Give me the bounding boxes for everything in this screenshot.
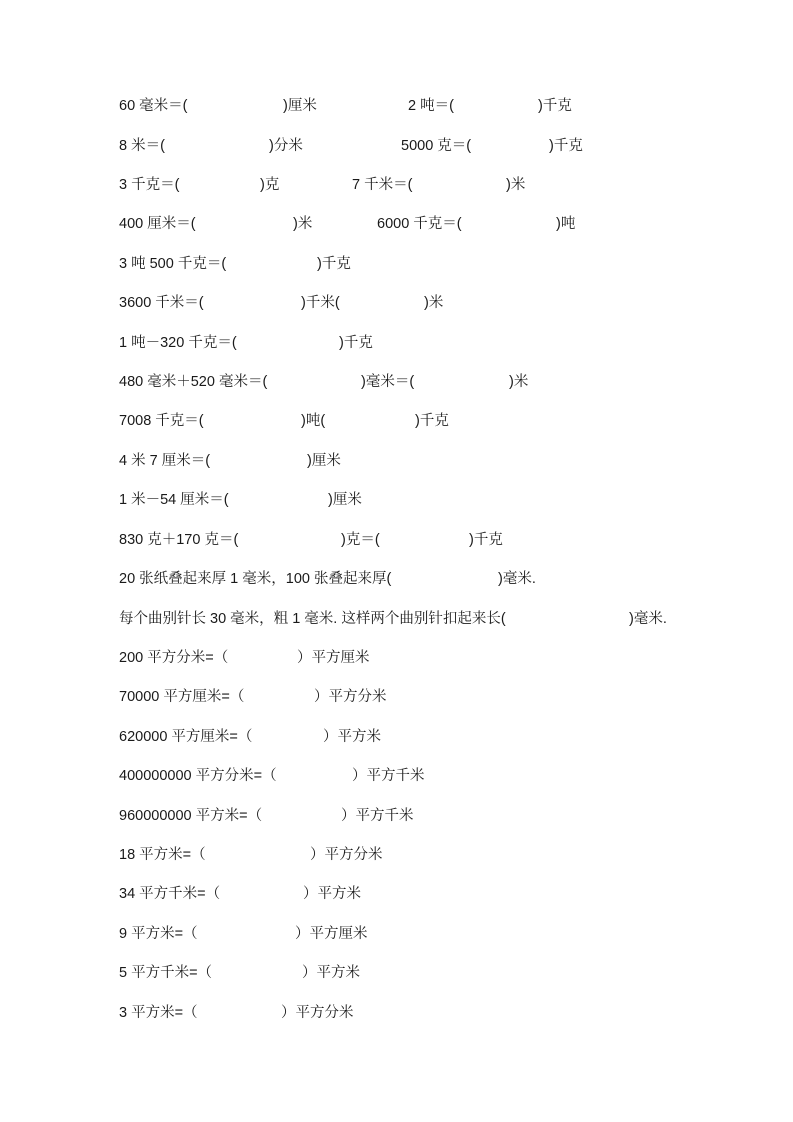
exercise-text-segment: 960000000 平方米=（	[119, 808, 263, 824]
exercise-text-segment: 70000 平方厘米=（	[119, 689, 245, 705]
exercise-text-segment: 3 千克＝(	[119, 177, 180, 193]
exercise-text-segment: )吨(	[301, 413, 326, 429]
exercise-text-segment: ）平方米	[323, 729, 381, 745]
exercise-text-segment: ）平方分米	[314, 689, 387, 705]
exercise-text-segment: )千克	[469, 532, 503, 548]
exercise-text-segment: 2 吨＝(	[408, 98, 454, 114]
exercise-text-segment: )千克	[549, 138, 583, 154]
exercise-text-segment: )分米	[269, 138, 303, 154]
exercise-text-segment: )米	[509, 374, 529, 390]
exercise-text-segment: ）平方米	[302, 965, 360, 981]
exercise-text-segment: 18 平方米=（	[119, 847, 206, 863]
exercise-text-segment: 60 毫米＝(	[119, 98, 188, 114]
exercise-text-segment: )厘米	[283, 98, 317, 114]
exercise-text-segment: ）平方厘米	[297, 650, 370, 666]
exercise-text-segment: 400 厘米＝(	[119, 216, 196, 232]
exercise-text-segment: ）平方分米	[310, 847, 383, 863]
exercise-text-segment: ）平方千米	[352, 768, 425, 784]
exercise-text-segment: )千克	[415, 413, 449, 429]
exercise-text-segment: 830 克＋170 克＝(	[119, 532, 239, 548]
exercise-text-segment: ）平方厘米	[295, 926, 368, 942]
exercise-text-segment: )吨	[556, 216, 576, 232]
exercise-text-segment: 8 米＝(	[119, 138, 165, 154]
exercise-text-segment: 每个曲别针长 30 毫米，粗 1 毫米. 这样两个曲别针扣起来长(	[119, 611, 506, 627]
exercise-text-segment: )米	[424, 295, 444, 311]
exercise-text-segment: )毫米＝(	[361, 374, 415, 390]
exercise-text-segment: 34 平方千米=（	[119, 886, 221, 902]
exercise-text-segment: )米	[293, 216, 313, 232]
exercise-text-segment: ）平方分米	[281, 1005, 354, 1021]
exercise-text-segment: 7008 千克＝(	[119, 413, 204, 429]
exercise-text-segment: 620000 平方厘米=（	[119, 729, 253, 745]
exercise-text-segment: 1 米－54 厘米＝(	[119, 492, 229, 508]
exercise-text-segment: )千克	[317, 256, 351, 272]
exercise-text-segment: )克	[260, 177, 280, 193]
exercise-text-segment: 6000 千克＝(	[377, 216, 462, 232]
exercise-text-segment: 1 吨－320 千克＝(	[119, 335, 237, 351]
exercise-text-segment: )千克	[339, 335, 373, 351]
exercise-text-segment: )毫米.	[629, 611, 667, 627]
exercise-text-segment: 3600 千米＝(	[119, 295, 204, 311]
exercise-text-segment: 20 张纸叠起来厚 1 毫米，100 张叠起来厚(	[119, 571, 392, 587]
exercise-text-segment: )毫米.	[498, 571, 536, 587]
exercise-text-segment: 400000000 平方分米=（	[119, 768, 277, 784]
exercise-text-segment: 3 吨 500 千克＝(	[119, 256, 227, 272]
exercise-text-segment: ）平方米	[303, 886, 361, 902]
exercise-text-segment: 480 毫米＋520 毫米＝(	[119, 374, 268, 390]
exercise-text-segment: 5000 克＝(	[401, 138, 472, 154]
exercise-text-segment: )厘米	[307, 453, 341, 469]
exercise-text-segment: )克＝(	[341, 532, 380, 548]
exercise-text-segment: ）平方千米	[341, 808, 414, 824]
exercise-text-segment: )千克	[538, 98, 572, 114]
exercise-text-segment: 9 平方米=（	[119, 926, 198, 942]
exercise-text-segment: 4 米 7 厘米＝(	[119, 453, 211, 469]
exercise-text-segment: )千米(	[301, 295, 340, 311]
exercise-text-segment: 7 千米＝(	[352, 177, 413, 193]
exercise-text-segment: 200 平方分米=（	[119, 650, 229, 666]
exercise-text-segment: 5 平方千米=（	[119, 965, 213, 981]
exercise-text-segment: )米	[506, 177, 526, 193]
exercise-text-segment: )厘米	[328, 492, 362, 508]
exercise-text-segment: 3 平方米=（	[119, 1005, 198, 1021]
